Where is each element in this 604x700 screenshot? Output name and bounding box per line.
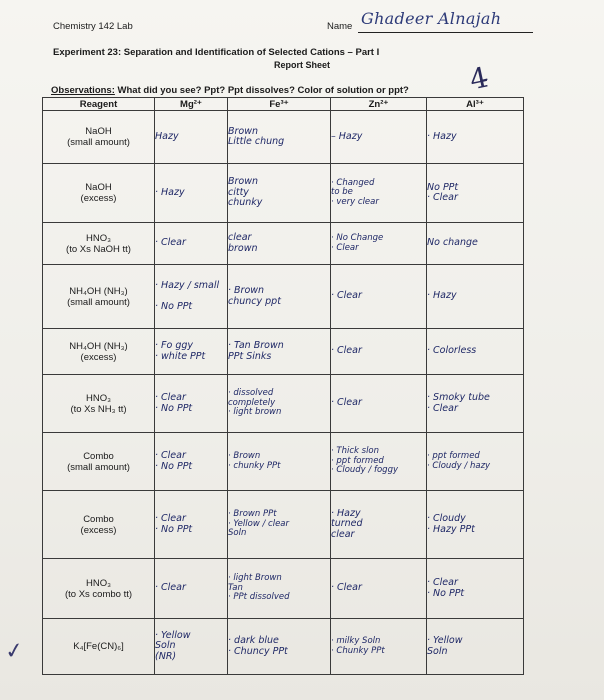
reagent-cell: NaOH (excess) (43, 164, 155, 223)
reagent-cell: NaOH (small amount) (43, 111, 155, 164)
col-zn: Zn²⁺ (331, 98, 427, 111)
table-row (43, 329, 524, 375)
fe-observation: · Brown chuncy ppt (228, 265, 331, 329)
reagent-cell: K₄[Fe(CN)₆] (43, 619, 155, 675)
fe-observation: · dissolved completely · light brown (228, 375, 331, 433)
table-row (43, 559, 524, 619)
zn-observation: · No Change · Clear (331, 223, 427, 265)
al-observation: · Clear · No PPt (427, 559, 524, 619)
zn-observation: · Clear (331, 265, 427, 329)
course-title: Chemistry 142 Lab (53, 21, 133, 32)
col-mg: Mg²⁺ (155, 98, 228, 111)
col-reagent: Reagent (43, 98, 155, 111)
al-observation: · Hazy (427, 111, 524, 164)
fe-observation: · dark blue · Chuncy PPt (228, 619, 331, 675)
fe-observation: · Brown · chunky PPt (228, 433, 331, 491)
mg-observation: · Clear · No PPt (155, 491, 228, 559)
col-fe: Fe³⁺ (228, 98, 331, 111)
fe-observation: Brown citty chunky (228, 164, 331, 223)
table-row (43, 111, 524, 164)
grade-mark: 4̵ (466, 60, 492, 97)
zn-observation: · milky Soln · Chunky PPt (331, 619, 427, 675)
al-observation: No PPt · Clear (427, 164, 524, 223)
al-observation: No change (427, 223, 524, 265)
zn-observation: · Thick slon · ppt formed · Cloudy / foggy (331, 433, 427, 491)
al-observation: · Hazy (427, 265, 524, 329)
col-al: Al³⁺ (427, 98, 524, 111)
table-row (43, 375, 524, 433)
zn-observation: · Clear (331, 559, 427, 619)
observations-question: What did you see? Ppt? Ppt dissolves? Color of solution or ppt? (114, 85, 409, 96)
mg-observation: · Hazy (155, 164, 228, 223)
al-observation: · ppt formed · Cloudy / hazy (427, 433, 524, 491)
table-row (43, 619, 524, 675)
reagent-cell: NH₄OH (NH₃) (excess) (43, 329, 155, 375)
mg-observation: · Clear (155, 223, 228, 265)
fe-observation: Brown Little chung (228, 111, 331, 164)
zn-observation: – Hazy (331, 111, 427, 164)
reagent-cell: Combo (excess) (43, 491, 155, 559)
zn-observation: · Clear (331, 375, 427, 433)
table-row (43, 164, 524, 223)
reagent-cell: HNO₃ (to Xs combo tt) (43, 559, 155, 619)
zn-observation: · Changed to be · very clear (331, 164, 427, 223)
al-observation: · Colorless (427, 329, 524, 375)
observations-table (42, 97, 524, 675)
table-row (43, 223, 524, 265)
reagent-cell: HNO₃ (to Xs NH₃ tt) (43, 375, 155, 433)
experiment-title: Experiment 23: Separation and Identification of Selected Cations – Part I (53, 47, 380, 58)
al-observation: · Cloudy · Hazy PPt (427, 491, 524, 559)
table-row (43, 491, 524, 559)
mg-observation: · Clear · No PPt (155, 433, 228, 491)
fe-observation: clear brown (228, 223, 331, 265)
observations-label: Observations: (51, 85, 115, 96)
mg-observation: · Yellow Soln (NR) (155, 619, 228, 675)
header-row (43, 98, 524, 111)
name-label: Name (327, 21, 353, 32)
mg-observation: · Clear · No PPt (155, 375, 228, 433)
al-observation: · Smoky tube · Clear (427, 375, 524, 433)
al-observation: · Yellow Soln (427, 619, 524, 675)
fe-observation: · Brown PPt · Yellow / clear Soln (228, 491, 331, 559)
name-underline (358, 32, 533, 33)
reagent-cell: Combo (small amount) (43, 433, 155, 491)
report-sheet-title: Report Sheet (273, 60, 330, 70)
mg-observation: · Hazy / small · No PPt (155, 265, 228, 329)
check-mark: ✓ (3, 636, 26, 665)
mg-observation: · Fo ggy · white PPt (155, 329, 228, 375)
zn-observation: · Hazy turned clear (331, 491, 427, 559)
table-row (43, 433, 524, 491)
table-row (43, 265, 524, 329)
observations-prompt (51, 85, 409, 96)
student-name-handwritten: Ghadeer Alnajah (361, 9, 502, 28)
mg-observation: · Clear (155, 559, 228, 619)
zn-observation: · Clear (331, 329, 427, 375)
reagent-cell: HNO₃ (to Xs NaOH tt) (43, 223, 155, 265)
mg-observation: Hazy (155, 111, 228, 164)
reagent-cell: NH₄OH (NH₃) (small amount) (43, 265, 155, 329)
fe-observation: · Tan Brown PPt Sinks (228, 329, 331, 375)
fe-observation: · light Brown Tan · PPt dissolved (228, 559, 331, 619)
